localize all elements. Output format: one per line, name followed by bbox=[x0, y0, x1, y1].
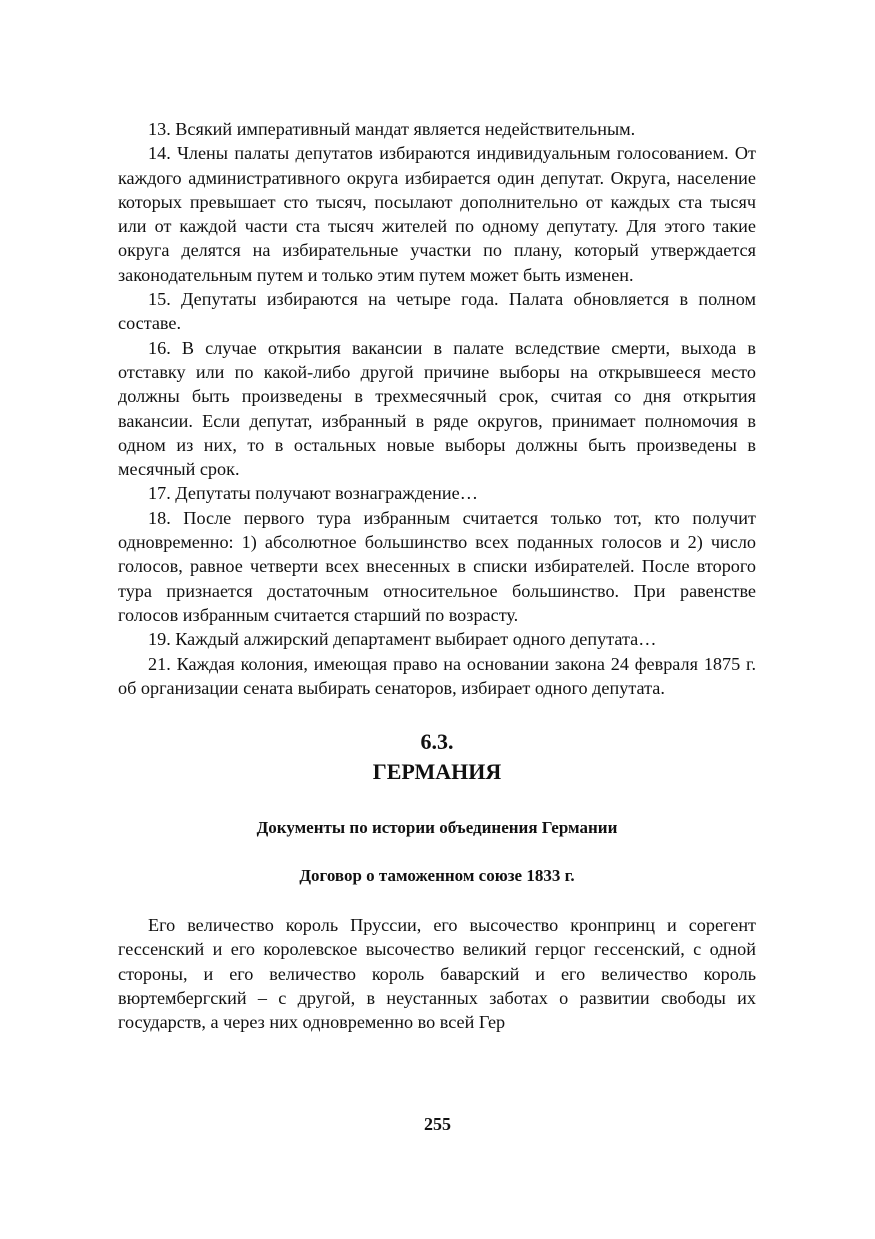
treaty-paragraph: Его величество король Пруссии, его высочество кронпринц и сорегент гессенский и его королевское высочество великий герцог гессенский, с одной стороны, и его величество король баварский и его величество король вюртембергский – с другой, в неустанных заботах о развитии свободы их государств, а через них одновременно во всей Гер bbox=[118, 915, 756, 1033]
section-number: 6.3. bbox=[420, 729, 454, 755]
page-number: 255 bbox=[424, 1114, 451, 1134]
paragraph-13: 13. Всякий императивный мандат является недействительным. bbox=[148, 119, 636, 139]
subheading-treaty: Договор о таможенном союзе 1833 г. bbox=[299, 866, 575, 886]
page-body bbox=[118, 117, 756, 1035]
section-title: ГЕРМАНИЯ bbox=[372, 759, 502, 785]
subheading-documents: Документы по истории объединения Германии bbox=[256, 818, 618, 838]
paragraph-17: 17. Депутаты получают вознаграждение… bbox=[148, 483, 478, 504]
paragraph-21: 21. Каждая колония, имеющая право на основании закона 24 февраля 1875 г. об организации сената выбирать сенаторов, избирает одного депутата. bbox=[118, 653, 756, 698]
paragraph-14: 14. Члены палаты депутатов избираются индивидуальным голосованием. От каждого административного округа избирается один депутат. Округа, население которых превышает сто тысяч, посылают дополнительно от каждых ста тысяч или от каждой части ста тысяч жителей по одному депутату. Для этого такие округа делятся на избирательные участки по плану, который утверждается законодательным путем и только этим путем может быть изменен. bbox=[118, 143, 756, 285]
paragraph-15: 15. Депутаты избираются на четыре года. Палата обновляется в полном составе. bbox=[118, 289, 756, 334]
paragraph-18: 18. После первого тура избранным считается только тот, кто получит одновременно: 1) абсолютное большинство всех поданных голосов и 2) число голосов, равное четверти всех внесенных в списки избирателей. После второго тура признается достаточным относительное большинство. При равенстве голосов избранным считается старший по возрасту. bbox=[118, 507, 756, 625]
paragraph-16: 16. В случае открытия вакансии в палате вследствие смерти, выхода в отставку или по какой-либо другой причине выборы на открывшееся место должны быть произведены в трехмесячный срок, считая со дня открытия вакансии. Если депутат, избранный в ряде округов, принимает полномочия в одном из них, то в остальных новые выборы должны быть произведены в месячный срок. bbox=[118, 337, 756, 480]
paragraph-19: 19. Каждый алжирский департамент выбирает одного депутата… bbox=[148, 629, 657, 650]
